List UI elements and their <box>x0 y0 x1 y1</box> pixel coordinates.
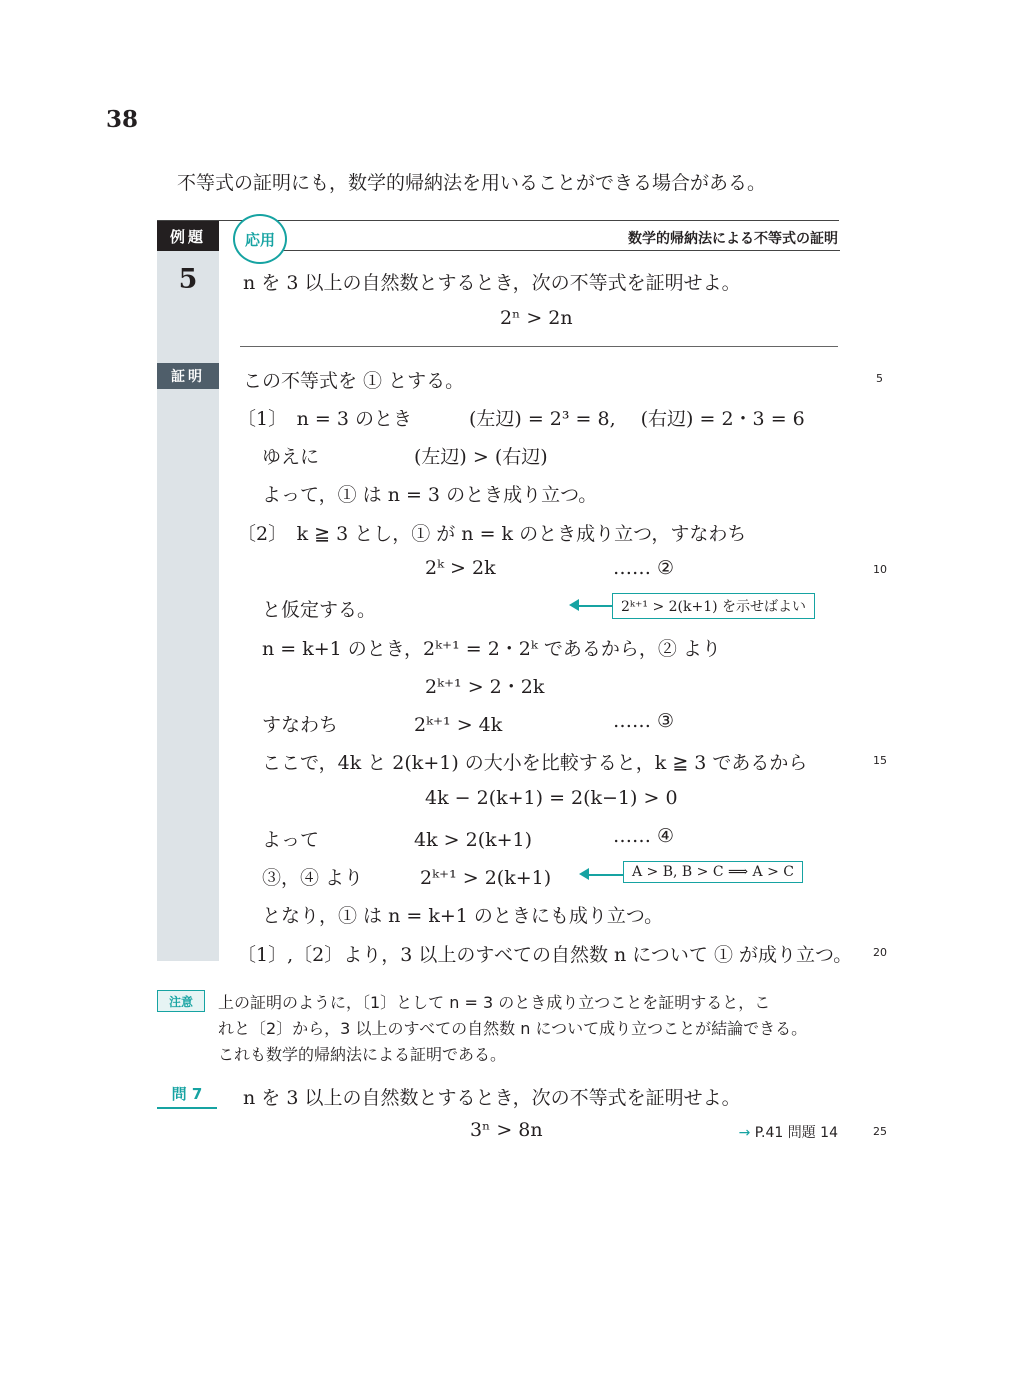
proof-line: となり，① は n = k+1 のときにも成り立つ。 <box>262 905 664 927</box>
proof-line: ゆえに (左辺) > (右辺) <box>262 446 548 468</box>
note-line: れと〔2〕から，3 以上のすべての自然数 n について成り立つことが結論できる。 <box>218 1019 808 1038</box>
line-number: 15 <box>873 754 887 767</box>
arrow-line <box>588 874 623 876</box>
proof-line: 〔1〕 n = 3 のとき (左辺) = 2³ = 8, (右辺) = 2・3 = 6 <box>237 408 805 430</box>
proof-line: 2ᵏ > 2k <box>425 557 496 579</box>
header-rule-bottom <box>240 250 840 251</box>
example-divider <box>240 346 838 347</box>
note-line: これも数学的帰納法による証明である。 <box>218 1045 507 1064</box>
question-text: n を 3 以上の自然数とするとき，次の不等式を証明せよ。 <box>243 1087 741 1109</box>
line-number: 20 <box>873 946 887 959</box>
proof-line: すなわち 2ᵏ⁺¹ > 4k <box>262 714 503 736</box>
proof-line: 〔2〕 k ≧ 3 とし，① が n = k のとき成り立つ，すなわち <box>237 523 747 545</box>
equation-tag-2: …… ② <box>613 557 675 579</box>
arrow-line <box>578 605 612 607</box>
example-title: 数学的帰納法による不等式の証明 <box>628 231 838 247</box>
proof-conclusion: 〔1〕,〔2〕より，3 以上のすべての自然数 n について ① が成り立つ。 <box>237 944 853 966</box>
reference-link[interactable] <box>739 1122 838 1142</box>
line-number: 5 <box>876 372 883 385</box>
question-inequality: 3ⁿ > 8n <box>470 1119 543 1141</box>
proof-line: と仮定する。 <box>262 599 377 621</box>
applied-badge: 応用 <box>233 214 287 264</box>
proof-line: 2ᵏ⁺¹ > 2・2k <box>425 676 545 698</box>
proof-line: この不等式を ① とする。 <box>243 370 465 392</box>
proof-line: ここで，4k と 2(k+1) の大小を比較すると，k ≧ 3 であるから <box>262 752 808 774</box>
intro-text: 不等式の証明にも，数学的帰納法を用いることができる場合がある。 <box>177 172 767 194</box>
proof-line: n = k+1 のとき，2ᵏ⁺¹ = 2・2ᵏ であるから，② より <box>262 638 721 660</box>
page-number: 38 <box>106 106 139 133</box>
proof-label: 証明 <box>157 363 219 389</box>
question-label: 問 7 <box>157 1083 217 1109</box>
line-number: 25 <box>873 1125 887 1138</box>
arrow-right-icon: → <box>738 1125 751 1141</box>
equation-tag-3: …… ③ <box>613 710 675 732</box>
reference-text: P.41 問題 14 <box>754 1125 838 1141</box>
line-number: 10 <box>873 563 887 576</box>
equation-tag-4: …… ④ <box>613 825 675 847</box>
example-side-bar <box>157 251 219 961</box>
proof-line: ③，④ より 2ᵏ⁺¹ > 2(k+1) <box>262 867 552 889</box>
hint-box-show: 2ᵏ⁺¹ > 2(k+1) を示せばよい <box>612 593 815 619</box>
example-label: 例題 <box>157 221 219 251</box>
note-label: 注意 <box>157 990 205 1012</box>
example-number: 5 <box>178 264 198 295</box>
example-problem: n を 3 以上の自然数とするとき，次の不等式を証明せよ。 <box>243 272 741 294</box>
proof-line: よって，① は n = 3 のとき成り立つ。 <box>262 484 598 506</box>
note-line: 上の証明のように，〔1〕として n = 3 のとき成り立つことを証明すると，こ <box>218 993 771 1012</box>
hint-box-transitive: A > B, B > C ⟹ A > C <box>623 861 803 883</box>
example-inequality: 2ⁿ > 2n <box>500 307 573 329</box>
proof-line: よって 4k > 2(k+1) <box>262 829 533 851</box>
proof-line: 4k − 2(k+1) = 2(k−1) > 0 <box>425 787 678 809</box>
